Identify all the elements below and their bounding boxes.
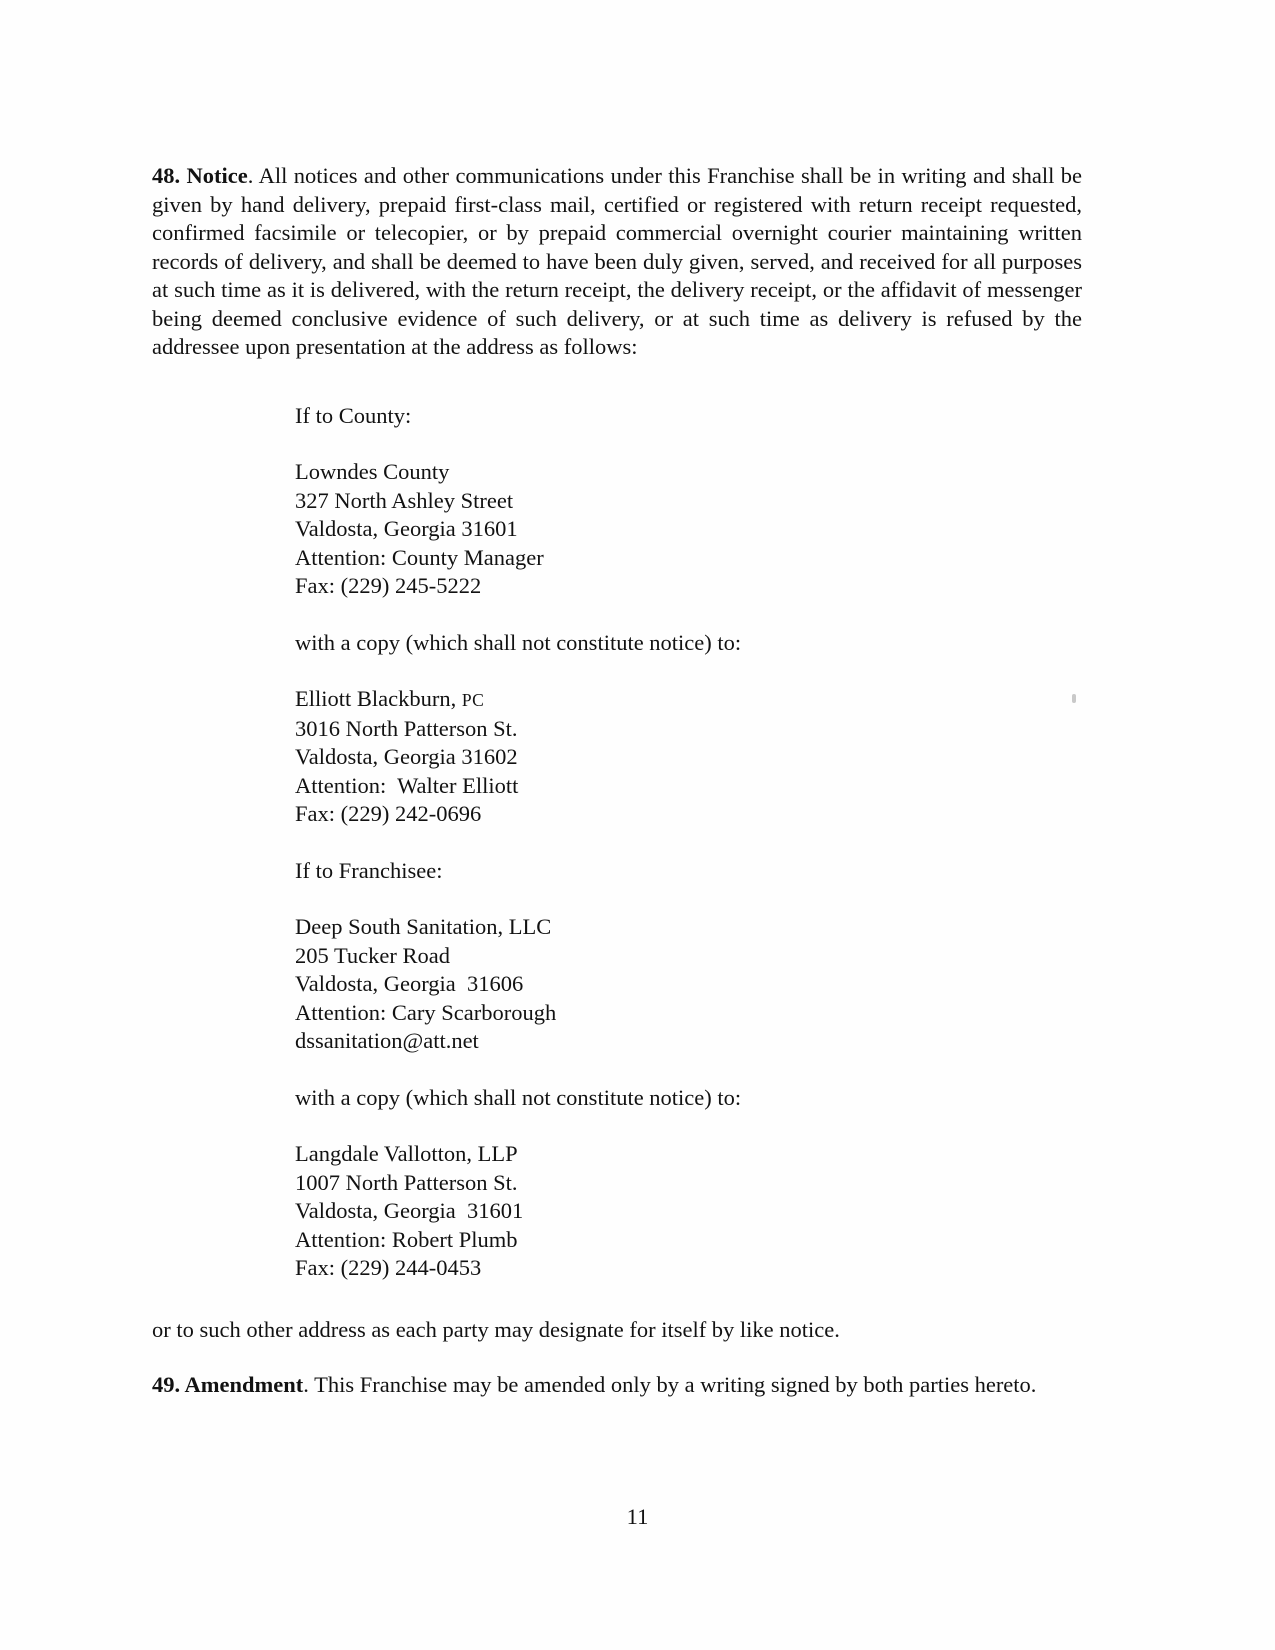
address-line: Valdosta, Georgia 31606 <box>295 971 524 996</box>
address-line: Fax: (229) 245-5222 <box>295 573 482 598</box>
firm-name: Elliott Blackburn, <box>295 686 462 711</box>
section-48-heading: 48. Notice <box>152 163 248 188</box>
if-to-county-label: If to County: <box>295 402 412 428</box>
notice-address-blocks <box>152 402 1082 1283</box>
address-line: Valdosta, Georgia 31601 <box>295 1198 524 1223</box>
address-line: Fax: (229) 242-0696 <box>295 801 482 826</box>
address-line: Deep South Sanitation, LLC <box>295 914 552 939</box>
address-line: Attention: Walter Elliott <box>295 772 519 798</box>
section-49-body: . This Franchise may be amended only by a writing signed by both parties hereto. <box>303 1372 1037 1397</box>
county-address-block <box>295 458 1082 601</box>
address-line: 327 North Ashley Street <box>295 487 514 513</box>
notice-closing-line: or to such other address as each party may designate for itself by like notice. <box>152 1316 840 1342</box>
section-49-heading: 49. Amendment <box>152 1372 304 1397</box>
address-line: 3016 North Patterson St. <box>295 715 518 741</box>
franchisee-copy-address-block <box>295 1140 1082 1283</box>
address-line: Langdale Vallotton, LLP <box>295 1141 518 1166</box>
franchisee-address-block <box>295 913 1082 1056</box>
section-48-body: . All notices and other communications under this Franchise shall be in writing and shall be given by hand delivery, prepaid first-class mail, certified or registered with return receipt requested, confirmed facsimile or telecopier, or by prepaid commercial overnight courier maintaining written records of delivery, and shall be deemed to have been duly given, served, and received for all purposes at such time as it is delivered, with the return receipt, the delivery receipt, or the affidavit of messenger being deemed conclusive evidence of such delivery, or at such time as delivery is refused by the addressee upon presentation at the address as follows: <box>152 163 1082 359</box>
copy-notice-label-1: with a copy (which shall not constitute notice) to: <box>295 629 742 655</box>
if-to-franchisee-label: If to Franchisee: <box>295 857 443 883</box>
address-line: 1007 North Patterson St. <box>295 1169 518 1195</box>
address-line-firm <box>295 685 1082 715</box>
page-number: 11 <box>626 1504 649 1529</box>
address-line: Valdosta, Georgia 31601 <box>295 516 518 541</box>
section-48-notice-paragraph <box>152 162 1082 362</box>
address-line: Fax: (229) 244-0453 <box>295 1255 482 1280</box>
address-line: Valdosta, Georgia 31602 <box>295 744 518 769</box>
county-copy-address-block <box>295 685 1082 829</box>
address-line: Lowndes County <box>295 459 450 484</box>
copy-notice-label-2: with a copy (which shall not constitute notice) to: <box>295 1084 742 1110</box>
section-49-amendment-paragraph <box>152 1371 1082 1400</box>
address-line-email: dssanitation@att.net <box>295 1028 479 1053</box>
firm-suffix: PC <box>461 690 485 710</box>
address-line: 205 Tucker Road <box>295 942 451 968</box>
scan-artifact <box>1072 694 1076 703</box>
address-line: Attention: Cary Scarborough <box>295 999 557 1025</box>
address-line: Attention: Robert Plumb <box>295 1226 518 1252</box>
address-line: Attention: County Manager <box>295 544 544 570</box>
